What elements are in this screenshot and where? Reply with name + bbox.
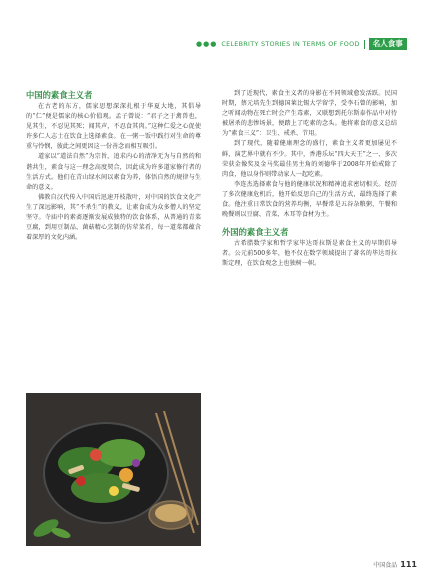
- paragraph: 到了现代，随着健康理念的盛行，素食主义者更加屡见不鲜，演艺界中就有不少。其中，香港乐坛“四大天王”之一、多次荣获金像奖及金马奖最佳男主角的刘德华于2008年开始戒除了肉食，他以身作则带动家人一起吃素。: [222, 140, 397, 178]
- header-title-en: CELEBRITY STORIES IN TERMS OF FOOD: [221, 40, 360, 48]
- paragraph: 佛教自汉代传入中国后迅速开枝散叶，对中国的饮食文化产生了深远影响，其“不杀生”的教义，让素食成为众多僧人的坚定坚守。寺庙中的素斋逐渐发展成独特的饮食体系，从普通的青菜豆腐，到用豆制品、菌菇精心烹制的仿荤菜肴，每一道菜都蕴含着深厚的文化内涵。: [26, 193, 201, 242]
- magazine-name: 中国食品: [373, 561, 398, 569]
- page-footer: [347, 559, 417, 569]
- page-number: 111: [400, 559, 417, 569]
- section-title-chinese-vegetarians: 中国的素食主义者: [26, 90, 93, 100]
- section-title-foreign-vegetarians: 外国的素食主义者: [222, 227, 289, 238]
- paragraph: 古希腊数学家和哲学家毕达哥拉斯是素食主义的早期倡导者。公元前500多年，他不仅在数学领域提出了著名的毕达哥拉斯定理，在饮食观念上也独树一帜。: [222, 240, 397, 268]
- paragraph: 到了近现代，素食主义者的身影在不同领域愈发活跃。民国时期，蔡元培先生到德国莱比锡大学留学，受李石曾的影响，加之听闻动物在死亡时会产生毒素，又联想到托尔斯泰作品中对待被屠杀的悲惨场景，便踏上了吃素的念头。他将素食的意义总结为“素食三义”：卫生、戒杀、节用。: [222, 90, 397, 138]
- paragraph: 道家以“道法自然”为宗旨，追求内心的清净无为与自然的和谐共生，素食与这一理念高度契合，因此成为许多道家修行者的生活方式。他们在青山绿水间以素食为养，体悟自然的规律与生命的意义。: [26, 153, 201, 191]
- header-title-cn: 名人食事: [369, 38, 407, 50]
- left-column: [26, 89, 201, 243]
- paragraph: 李连杰选择素食与他的健康状况和精神追求密切相关。经历了多次健康危机后，他开始反思自己的生活方式，最终选择了素食。他注重日常饮食的营养均衡，早餐常是五谷杂粮粥，午餐和晚餐则以豆腐、青菜、木耳等食材为主。: [222, 180, 397, 219]
- right-column: [222, 89, 397, 270]
- food-photo-icon: [26, 393, 201, 546]
- header-dots: ●●●: [196, 40, 218, 48]
- food-photo: [26, 393, 201, 546]
- paragraph: 在古老的东方，儒家思想深深扎根于华夏大地，其倡导的“仁”便是儒家的核心价值观。孟子曾说：“君子之于禽兽也，见其生，不忍见其死；闻其声，不忍食其肉。”这种仁爱之心促使许多仁人志士在饮食上选择素食。在一粥一饭中践行对生命的尊重与怜悯，彼此之间更因这一份善念而相互吸引。: [26, 103, 201, 151]
- header-divider: [364, 40, 365, 49]
- page-header: [196, 38, 408, 50]
